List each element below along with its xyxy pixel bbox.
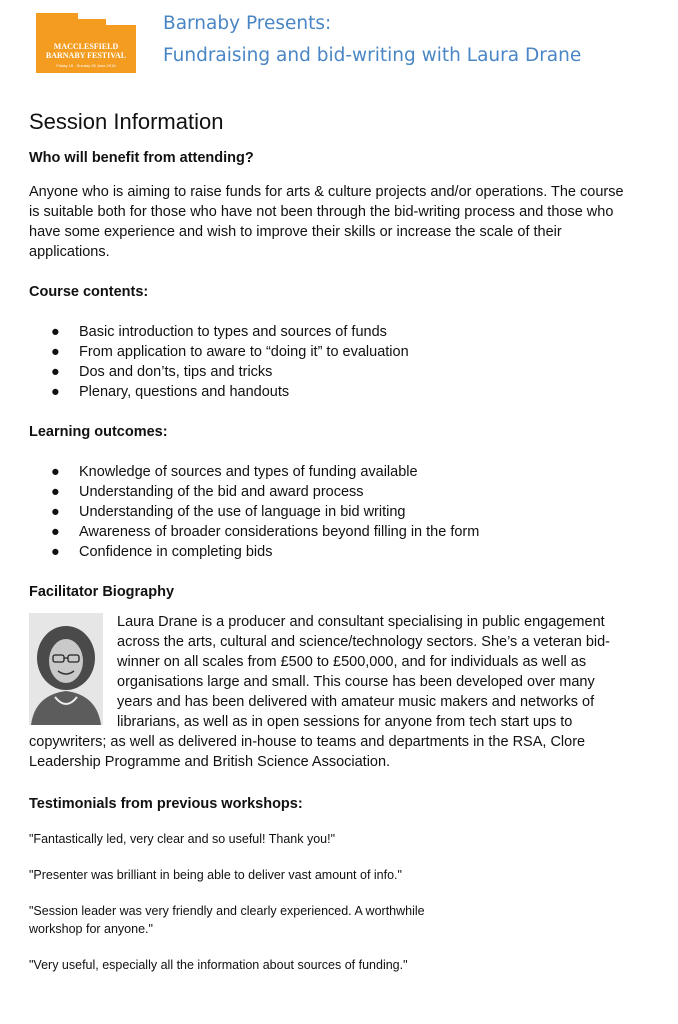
logo-line3: Friday 15 - Sunday 26 June 2016 bbox=[56, 63, 116, 68]
bullet-icon: ● bbox=[51, 384, 60, 400]
bullet-icon: ● bbox=[51, 524, 60, 540]
testimonial-quote: "Session leader was very friendly and clearly experienced. A worthwhile workshop for anyone." bbox=[29, 904, 425, 936]
list-item: ● Understanding of the bid and award process bbox=[51, 484, 364, 500]
facilitator-photo bbox=[29, 613, 103, 725]
who-heading: Who will benefit from attending? bbox=[29, 150, 254, 166]
who-line: applications. bbox=[29, 244, 110, 260]
who-paragraph bbox=[29, 182, 649, 262]
who-line: have some experience and wish to improve their skills or increase the scale of their bbox=[29, 224, 562, 240]
bio-section bbox=[29, 612, 649, 772]
bio-line: winner on all scales from £500 to £500,000, and for individuals as well as bbox=[117, 654, 587, 670]
logo-line1: MACCLESFIELD bbox=[53, 42, 119, 51]
contents-heading: Course contents: bbox=[29, 284, 149, 300]
bullet-icon: ● bbox=[51, 504, 60, 520]
logo-line2: BARNABY FESTIVAL bbox=[45, 51, 127, 60]
list-item: ● Basic introduction to types and sources of funds bbox=[51, 324, 387, 340]
bullet-icon: ● bbox=[51, 464, 60, 480]
bio-line: copywriters; as well as delivered in-house to teams and departments in the RSA, Clore bbox=[29, 734, 586, 750]
bio-line: years and has been delivered with amateur music makers and networks of bbox=[117, 694, 595, 710]
header-line1: Barnaby Presents: bbox=[163, 13, 332, 34]
list-item: ● Understanding of the use of language in bid writing bbox=[51, 504, 406, 520]
list-item: ● Awareness of broader considerations beyond filling in the form bbox=[51, 524, 480, 540]
bio-line: librarians, as well as in open sessions for anyone from tech start ups to bbox=[117, 714, 573, 730]
festival-logo bbox=[36, 13, 136, 73]
who-line: Anyone who is aiming to raise funds for arts & culture projects and/or operations. The course bbox=[29, 184, 624, 200]
outcomes-heading: Learning outcomes: bbox=[29, 424, 168, 440]
bullet-icon: ● bbox=[51, 484, 60, 500]
bullet-icon: ● bbox=[51, 544, 60, 560]
list-item: ● Knowledge of sources and types of funding available bbox=[51, 464, 418, 480]
list-item: ● Dos and don’ts, tips and tricks bbox=[51, 364, 273, 380]
list-item: ● Plenary, questions and handouts bbox=[51, 384, 290, 400]
who-line: is suitable both for those who have not been through the bid-writing process and those who bbox=[29, 204, 614, 220]
bio-line: Laura Drane is a producer and consultant specialising in public engagement bbox=[117, 614, 605, 630]
page-title: Session Information bbox=[29, 109, 224, 134]
testimonial-quote: "Presenter was brilliant in being able to deliver vast amount of info." bbox=[29, 868, 402, 882]
bullet-icon: ● bbox=[51, 324, 60, 340]
bio-heading: Facilitator Biography bbox=[29, 584, 175, 600]
bullet-icon: ● bbox=[51, 344, 60, 360]
contents-list bbox=[29, 322, 649, 402]
document-body bbox=[29, 108, 649, 974]
testimonials-heading: Testimonials from previous workshops: bbox=[29, 796, 303, 812]
header-line2: Fundraising and bid-writing with Laura Drane bbox=[163, 45, 582, 66]
header-title bbox=[163, 8, 581, 72]
bio-line: organisations large and small. This course has been developed over many bbox=[117, 674, 595, 690]
testimonial-quote: "Fantastically led, very clear and so useful! Thank you!" bbox=[29, 832, 336, 846]
testimonial-quote: "Very useful, especially all the information about sources of funding." bbox=[29, 958, 408, 972]
bio-line: across the arts, cultural and science/technology sectors. She’s a veteran bid- bbox=[117, 634, 610, 650]
outcomes-list bbox=[29, 462, 649, 562]
bullet-icon: ● bbox=[51, 364, 60, 380]
list-item: ● Confidence in completing bids bbox=[51, 544, 273, 560]
bio-line: Leadership Programme and British Science Association. bbox=[29, 754, 391, 770]
list-item: ● From application to aware to “doing it” to evaluation bbox=[51, 344, 409, 360]
